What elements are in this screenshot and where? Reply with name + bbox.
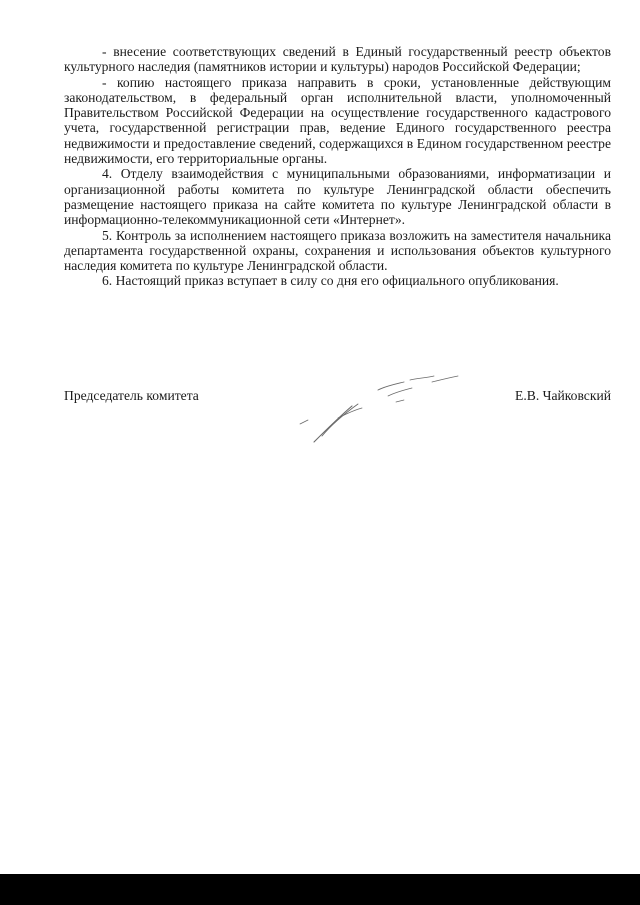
- handwritten-signature: [292, 366, 472, 456]
- paragraph-item-5: 5. Контроль за исполнением настоящего приказа возложить на заместителя начальника департамента государственной охраны, сохранения и использования объектов культурного наследия комитета по культуре Ленинградской области.: [64, 227, 611, 274]
- document-body: [64, 44, 611, 289]
- paragraph-item-4: 4. Отделу взаимодействия с муниципальными образованиями, информатизации и организационной работы комитета по культуре Ленинградской области обеспечить размещение настоящего приказа на сайте комитета по культуре Ленинградской области в информационно-телекоммуникационной сети «Интернет».: [64, 166, 611, 228]
- paragraph-item-6: 6. Настоящий приказ вступает в силу со дня его официального опубликования.: [102, 273, 559, 289]
- signer-name: Е.В. Чайковский: [515, 388, 611, 403]
- paragraph-send-copy: - копию настоящего приказа направить в сроки, установленные действующим законодательством, в федеральный орган исполнительной власти, уполномоченный Правительством Российской Федерации на осуществление государственного кадастрового учета, государственной регистрации прав, ведение Единого государственного реестра недвижимости и предоставление сведений, содержащихся в Едином государственном реестре недвижимости, его территориальные органы.: [64, 74, 611, 167]
- paragraph-registry-entry: - внесение соответствующих сведений в Единый государственный реестр объектов культурного наследия (памятников истории и культуры) народов Российской Федерации;: [64, 44, 611, 75]
- scan-bottom-border: [0, 874, 640, 905]
- signer-position: Председатель комитета: [64, 388, 199, 403]
